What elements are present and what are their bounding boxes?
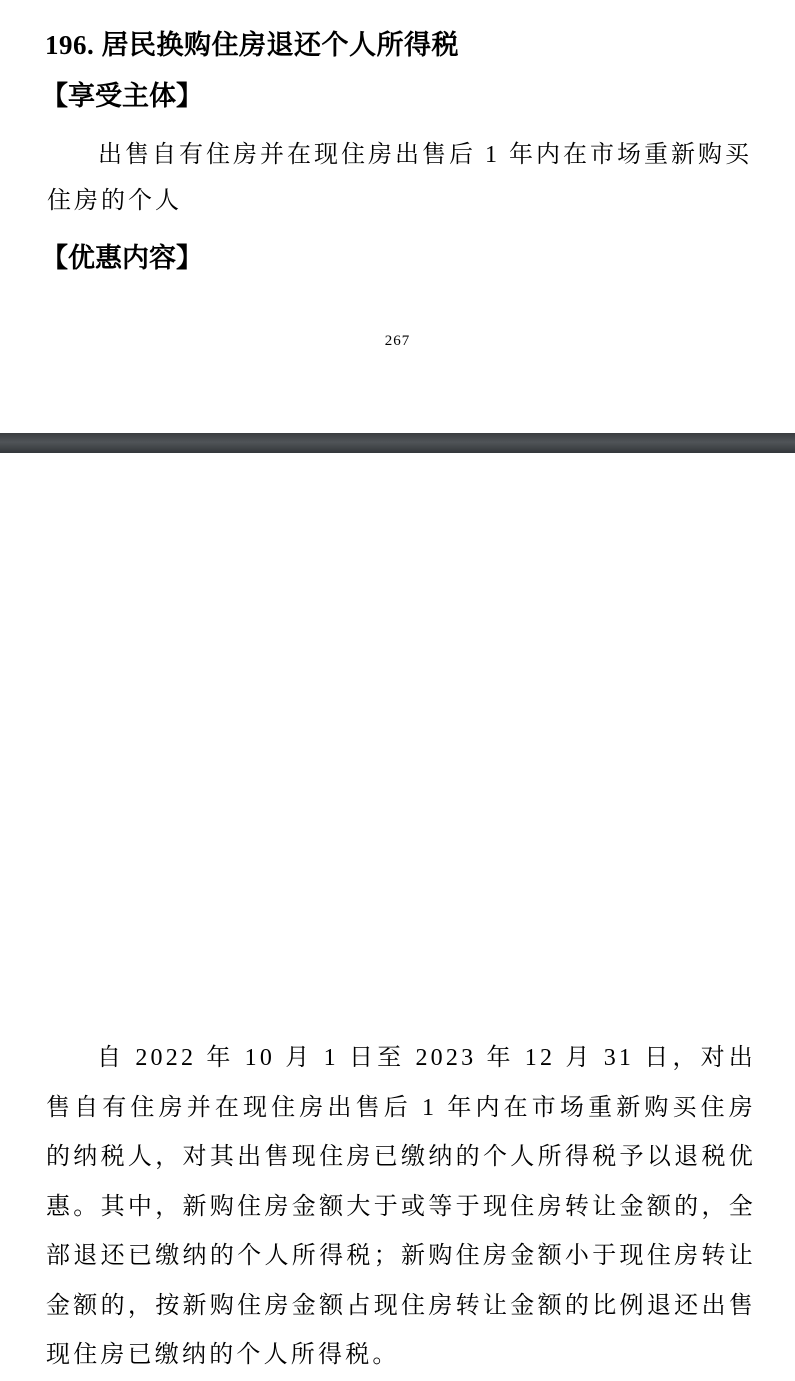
section-header-beneficiary: 【享受主体】 <box>41 81 203 111</box>
article-title: 196. 居民换购住房退还个人所得税 <box>45 30 459 60</box>
pdf-page-top <box>0 0 795 433</box>
section-header-benefit-content: 【优惠内容】 <box>41 243 203 273</box>
page-separator-bar <box>0 433 795 453</box>
beneficiary-paragraph: 出售自有住房并在现住房出售后 1 年内在市场重新购买住房的个人 <box>47 142 752 214</box>
page-number: 267 <box>384 333 411 349</box>
pdf-page-bottom <box>0 453 795 1368</box>
benefit-content-paragraph: 自 2022 年 10 月 1 日至 2023 年 12 月 31 日，对出售自有住房并在现住房出售后 1 年内在市场重新购买住房的纳税人，对其出售现住房已缴纳的个人所得税予以退税优惠。其中，新购住房金额大于或等于现住房转让金额的，全部退还已缴纳的个人所得税；新购住房金额小于现住房转让金额的，按新购住房金额占现住房转让金额的比例退还出售现住房已缴纳的个人所得税。 <box>46 1045 756 1368</box>
